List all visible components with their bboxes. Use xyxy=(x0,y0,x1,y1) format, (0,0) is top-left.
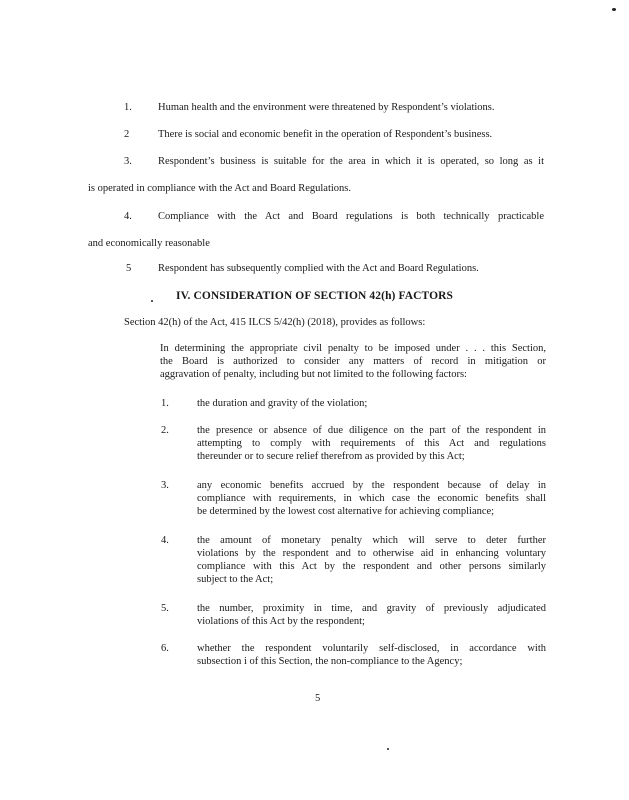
factor-line: the duration and gravity of the violation; xyxy=(197,398,368,409)
finding-number: 4. xyxy=(124,211,132,222)
factor-number: 6. xyxy=(161,643,169,654)
factor-line: any economic benefits accrued by the respondent because of delay in xyxy=(197,480,546,491)
finding-number: 5 xyxy=(126,263,132,274)
finding-text-continued: and economically reasonable xyxy=(88,238,210,249)
finding-number: 1. xyxy=(124,102,132,113)
factor-line: be determined by the lowest cost alternative for achieving compliance; xyxy=(197,506,495,517)
section-heading: IV. CONSIDERATION OF SECTION 42(h) FACTORS xyxy=(176,290,454,302)
scan-speck xyxy=(612,8,616,11)
finding-text-continued: is operated in compliance with the Act and Board Regulations. xyxy=(88,183,352,194)
scan-speck xyxy=(151,300,153,302)
quote-line: In determining the appropriate civil penalty to be imposed under . . . this Section, xyxy=(160,343,546,354)
factor-line: compliance with requirements, in which case the economic benefits shall xyxy=(197,493,546,504)
factor-number: 3. xyxy=(161,480,169,491)
factor-line: compliance with this Act by the respondent and other persons similarly xyxy=(197,561,546,572)
factor-line: attempting to comply with requirements of this Act and regulations xyxy=(197,438,546,449)
page-number: 5 xyxy=(315,693,321,704)
factor-number: 5. xyxy=(161,603,169,614)
finding-text: Respondent has subsequently complied with the Act and Board Regulations. xyxy=(158,263,479,274)
factor-line: violations by the respondent and to otherwise aid in enhancing voluntary xyxy=(197,548,546,559)
factor-line: subject to the Act; xyxy=(197,574,274,585)
factor-number: 4. xyxy=(161,535,169,546)
finding-text: There is social and economic benefit in the operation of Respondent’s business. xyxy=(158,129,493,140)
factor-line: whether the respondent voluntarily self-disclosed, in accordance with xyxy=(197,643,546,654)
factor-line: the number, proximity in time, and gravity of previously adjudicated xyxy=(197,603,546,614)
intro-text: Section 42(h) of the Act, 415 ILCS 5/42(h) (2018), provides as follows: xyxy=(124,317,426,328)
factor-line: the amount of monetary penalty which will serve to deter further xyxy=(197,535,546,546)
finding-text: Respondent’s business is suitable for the area in which it is operated, so long as it xyxy=(158,156,544,167)
quote-line: aggravation of penalty, including but not limited to the following factors: xyxy=(160,369,467,380)
quote-line: the Board is authorized to consider any matters of record in mitigation or xyxy=(160,356,546,367)
factor-line: subsection i of this Section, the non-compliance to the Agency; xyxy=(197,656,463,667)
scan-speck xyxy=(387,748,389,750)
finding-text: Human health and the environment were threatened by Respondent’s violations. xyxy=(158,102,495,113)
factor-line: thereunder or to secure relief therefrom as provided by this Act; xyxy=(197,451,465,462)
factor-line: violations of this Act by the respondent; xyxy=(197,616,365,627)
factor-number: 1. xyxy=(161,398,169,409)
finding-text: Compliance with the Act and Board regulations is both technically practicable xyxy=(158,211,544,222)
finding-number: 2 xyxy=(124,129,130,140)
factor-line: the presence or absence of due diligence on the part of the respondent in xyxy=(197,425,546,436)
factor-number: 2. xyxy=(161,425,169,436)
finding-number: 3. xyxy=(124,156,132,167)
